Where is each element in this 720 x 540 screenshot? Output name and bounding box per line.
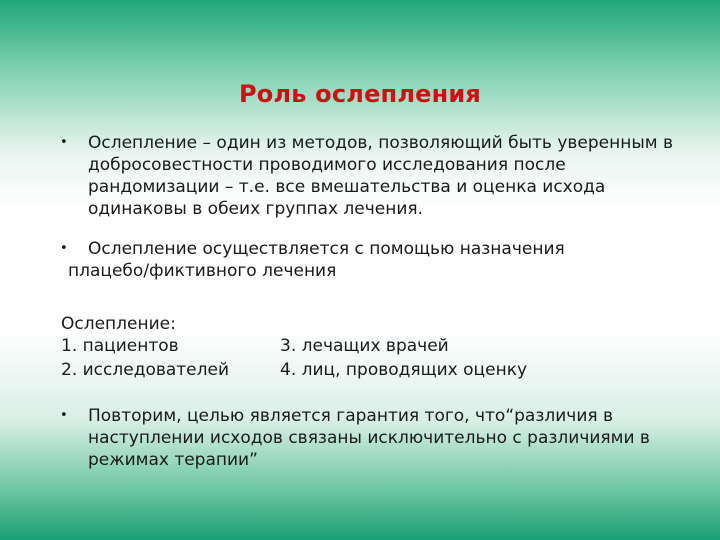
blinding-item-patients: 1. пациентов [61,336,179,356]
bullet-marker: • [60,135,68,150]
slide-title: Роль ослепления [238,80,481,108]
bullet-blinding-definition [60,132,680,220]
blinding-item-assessors: 4. лиц, проводящих оценку [280,360,528,380]
bullet-text: Ослепление – один из методов, позволяющий быть уверенным в добросовестности проводимого исследования после рандомизации – т.е. все вмешательства и оценка исхода одинаковы в обеих группах лечения. [88,133,674,219]
blinding-heading: Ослепление: [61,314,176,334]
bullet-goal [60,405,680,471]
blinding-item-researchers: 2. исследователей [61,360,230,380]
bullet-text: Ослепление осуществляется с помощью назначения [88,239,565,259]
bullet-blinding-method [60,238,680,282]
bullet-text: Повторим, целью является гарантия того, что“различия в наступлении исходов связаны исключительно с различиями в режимах терапии” [88,406,650,470]
bullet-marker: • [60,408,68,423]
bullet-marker: • [60,241,68,256]
blinding-item-doctors: 3. лечащих врачей [280,336,449,356]
bullet-continuation: плацебо/фиктивного лечения [68,261,337,281]
